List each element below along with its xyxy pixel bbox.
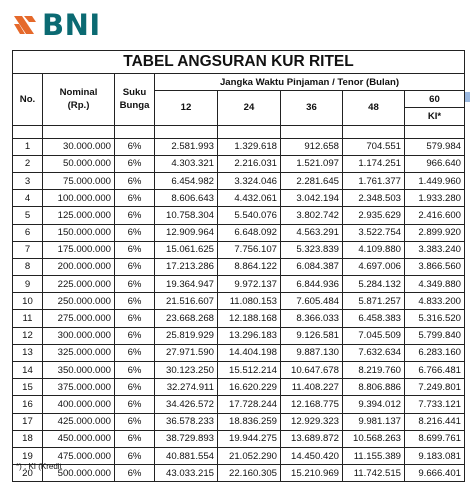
- table-row: [13, 327, 465, 344]
- cell-no: 17: [13, 413, 43, 430]
- cell-bunga: 6%: [115, 413, 155, 430]
- cell-t24: 8.864.122: [218, 258, 281, 275]
- spacer-row: [13, 125, 465, 138]
- cell-bunga: 6%: [115, 379, 155, 396]
- cell-nominal: 200.000.000: [43, 258, 115, 275]
- header-tenor-12: 12: [155, 91, 218, 125]
- cell-nominal: 30.000.000: [43, 138, 115, 155]
- cell-t12: 15.061.625: [155, 241, 218, 258]
- cell-t24: 22.160.305: [218, 465, 281, 482]
- table-row: [13, 172, 465, 189]
- cell-t60: 7.733.121: [405, 396, 465, 413]
- bni-logo-mark-icon: [12, 12, 38, 38]
- cell-t48: 6.458.383: [343, 310, 405, 327]
- cell-t36: 9.126.581: [281, 327, 343, 344]
- edge-marker: [465, 92, 470, 102]
- cell-t36: 11.408.227: [281, 379, 343, 396]
- cell-nominal: 125.000.000: [43, 207, 115, 224]
- cell-t36: 3.042.194: [281, 190, 343, 207]
- table-row: [13, 207, 465, 224]
- cell-t48: 1.761.377: [343, 172, 405, 189]
- table-row: [13, 465, 465, 482]
- cell-t24: 7.756.107: [218, 241, 281, 258]
- table-row: [13, 430, 465, 447]
- cell-bunga: 6%: [115, 396, 155, 413]
- cell-t60: 4.833.200: [405, 293, 465, 310]
- cell-t12: 36.578.233: [155, 413, 218, 430]
- cell-t24: 9.972.137: [218, 276, 281, 293]
- cell-bunga: 6%: [115, 430, 155, 447]
- cell-t60: 4.349.880: [405, 276, 465, 293]
- header-nominal: Nominal (Rp.): [43, 74, 115, 126]
- cell-no: 14: [13, 362, 43, 379]
- table-row: [13, 241, 465, 258]
- cell-t12: 38.729.893: [155, 430, 218, 447]
- cell-no: 13: [13, 344, 43, 361]
- cell-t48: 8.806.886: [343, 379, 405, 396]
- cell-nominal: 75.000.000: [43, 172, 115, 189]
- cell-nominal: 250.000.000: [43, 293, 115, 310]
- cell-t36: 5.323.839: [281, 241, 343, 258]
- cell-bunga: 6%: [115, 327, 155, 344]
- cell-no: 11: [13, 310, 43, 327]
- header-tenor-60-note: KI*: [405, 108, 465, 125]
- cell-no: 19: [13, 447, 43, 464]
- cell-t24: 2.216.031: [218, 155, 281, 172]
- cell-nominal: 475.000.000: [43, 447, 115, 464]
- cell-t12: 4.303.321: [155, 155, 218, 172]
- cell-t12: 23.668.268: [155, 310, 218, 327]
- cell-t60: 8.216.441: [405, 413, 465, 430]
- header-tenor-60: 60: [405, 91, 465, 108]
- cell-t48: 7.632.634: [343, 344, 405, 361]
- cell-t36: 8.366.033: [281, 310, 343, 327]
- cell-t48: 2.348.503: [343, 190, 405, 207]
- cell-no: 4: [13, 190, 43, 207]
- table-row: [13, 310, 465, 327]
- header-tenor-48: 48: [343, 91, 405, 125]
- cell-t48: 9.394.012: [343, 396, 405, 413]
- cell-bunga: 6%: [115, 344, 155, 361]
- brand-header: [12, 8, 212, 42]
- cell-no: 18: [13, 430, 43, 447]
- cell-bunga: 6%: [115, 138, 155, 155]
- cell-t36: 6.844.936: [281, 276, 343, 293]
- cell-nominal: 350.000.000: [43, 362, 115, 379]
- footnote: *) : KI (Kredit: [16, 462, 62, 471]
- cell-nominal: 325.000.000: [43, 344, 115, 361]
- table-row: [13, 447, 465, 464]
- cell-t48: 704.551: [343, 138, 405, 155]
- cell-t48: 4.109.880: [343, 241, 405, 258]
- cell-no: 7: [13, 241, 43, 258]
- cell-t12: 30.123.250: [155, 362, 218, 379]
- cell-t24: 19.944.275: [218, 430, 281, 447]
- table-row: [13, 413, 465, 430]
- cell-t24: 11.080.153: [218, 293, 281, 310]
- cell-bunga: 6%: [115, 276, 155, 293]
- cell-t60: 966.640: [405, 155, 465, 172]
- cell-t36: 2.281.645: [281, 172, 343, 189]
- cell-t60: 9.183.081: [405, 447, 465, 464]
- cell-t48: 4.697.006: [343, 258, 405, 275]
- cell-nominal: 275.000.000: [43, 310, 115, 327]
- cell-t60: 1.449.960: [405, 172, 465, 189]
- table-row: [13, 258, 465, 275]
- cell-bunga: 6%: [115, 241, 155, 258]
- cell-t48: 9.981.137: [343, 413, 405, 430]
- cell-nominal: 225.000.000: [43, 276, 115, 293]
- table-row: [13, 293, 465, 310]
- cell-t12: 8.606.643: [155, 190, 218, 207]
- cell-no: 9: [13, 276, 43, 293]
- header-no: No.: [13, 74, 43, 126]
- cell-nominal: 425.000.000: [43, 413, 115, 430]
- cell-t24: 13.296.183: [218, 327, 281, 344]
- table-row: [13, 224, 465, 241]
- cell-t48: 8.219.760: [343, 362, 405, 379]
- cell-nominal: 450.000.000: [43, 430, 115, 447]
- cell-no: 1: [13, 138, 43, 155]
- cell-t48: 11.742.515: [343, 465, 405, 482]
- cell-t48: 5.871.257: [343, 293, 405, 310]
- cell-t24: 12.188.168: [218, 310, 281, 327]
- cell-t24: 1.329.618: [218, 138, 281, 155]
- cell-bunga: 6%: [115, 190, 155, 207]
- cell-t12: 2.581.993: [155, 138, 218, 155]
- cell-t60: 1.933.280: [405, 190, 465, 207]
- table-row: [13, 190, 465, 207]
- cell-t60: 7.249.801: [405, 379, 465, 396]
- cell-bunga: 6%: [115, 465, 155, 482]
- cell-t24: 18.836.259: [218, 413, 281, 430]
- cell-t12: 19.364.947: [155, 276, 218, 293]
- cell-bunga: 6%: [115, 207, 155, 224]
- table-row: [13, 379, 465, 396]
- cell-bunga: 6%: [115, 172, 155, 189]
- cell-t12: 6.454.982: [155, 172, 218, 189]
- cell-bunga: 6%: [115, 362, 155, 379]
- cell-bunga: 6%: [115, 224, 155, 241]
- cell-nominal: 50.000.000: [43, 155, 115, 172]
- brand-name: BNI: [42, 8, 101, 42]
- cell-t12: 34.426.572: [155, 396, 218, 413]
- cell-t36: 912.658: [281, 138, 343, 155]
- cell-nominal: 400.000.000: [43, 396, 115, 413]
- cell-no: 20: [13, 465, 43, 482]
- table-title: TABEL ANGSURAN KUR RITEL: [13, 51, 465, 74]
- header-tenor-24: 24: [218, 91, 281, 125]
- cell-t24: 4.432.061: [218, 190, 281, 207]
- cell-t12: 10.758.304: [155, 207, 218, 224]
- cell-t24: 14.404.198: [218, 344, 281, 361]
- cell-t36: 15.210.969: [281, 465, 343, 482]
- cell-t48: 2.935.629: [343, 207, 405, 224]
- cell-t24: 3.324.046: [218, 172, 281, 189]
- cell-t12: 43.033.215: [155, 465, 218, 482]
- cell-t60: 3.383.240: [405, 241, 465, 258]
- cell-t60: 5.799.840: [405, 327, 465, 344]
- cell-t60: 9.666.401: [405, 465, 465, 482]
- cell-nominal: 300.000.000: [43, 327, 115, 344]
- cell-t60: 579.984: [405, 138, 465, 155]
- cell-t24: 15.512.214: [218, 362, 281, 379]
- cell-nominal: 100.000.000: [43, 190, 115, 207]
- cell-t36: 13.689.872: [281, 430, 343, 447]
- cell-t60: 5.316.520: [405, 310, 465, 327]
- cell-no: 5: [13, 207, 43, 224]
- table-row: [13, 362, 465, 379]
- cell-nominal: 500.000.000: [43, 465, 115, 482]
- cell-t36: 7.605.484: [281, 293, 343, 310]
- cell-nominal: 150.000.000: [43, 224, 115, 241]
- cell-t36: 4.563.291: [281, 224, 343, 241]
- cell-t36: 14.450.420: [281, 447, 343, 464]
- cell-t60: 3.866.560: [405, 258, 465, 275]
- cell-t24: 16.620.229: [218, 379, 281, 396]
- cell-bunga: 6%: [115, 155, 155, 172]
- cell-t36: 1.521.097: [281, 155, 343, 172]
- cell-t36: 6.084.387: [281, 258, 343, 275]
- table-row: [13, 344, 465, 361]
- header-suku-bunga: Suku Bunga: [115, 74, 155, 126]
- cell-t60: 6.766.481: [405, 362, 465, 379]
- table-row: [13, 276, 465, 293]
- cell-t48: 7.045.509: [343, 327, 405, 344]
- cell-bunga: 6%: [115, 293, 155, 310]
- header-jangka-waktu: Jangka Waktu Pinjaman / Tenor (Bulan): [155, 74, 465, 91]
- cell-t60: 8.699.761: [405, 430, 465, 447]
- table-row: [13, 155, 465, 172]
- cell-t12: 40.881.554: [155, 447, 218, 464]
- cell-t48: 1.174.251: [343, 155, 405, 172]
- cell-bunga: 6%: [115, 310, 155, 327]
- cell-t24: 6.648.092: [218, 224, 281, 241]
- cell-t36: 12.929.323: [281, 413, 343, 430]
- cell-t36: 9.887.130: [281, 344, 343, 361]
- table-row: [13, 138, 465, 155]
- cell-t24: 17.728.244: [218, 396, 281, 413]
- cell-t48: 11.155.389: [343, 447, 405, 464]
- cell-no: 12: [13, 327, 43, 344]
- cell-t12: 25.819.929: [155, 327, 218, 344]
- cell-no: 3: [13, 172, 43, 189]
- cell-t36: 10.647.678: [281, 362, 343, 379]
- cell-bunga: 6%: [115, 258, 155, 275]
- header-tenor-36: 36: [281, 91, 343, 125]
- cell-t60: 2.416.600: [405, 207, 465, 224]
- cell-t48: 3.522.754: [343, 224, 405, 241]
- cell-t36: 12.168.775: [281, 396, 343, 413]
- installment-table: [12, 50, 465, 482]
- cell-no: 8: [13, 258, 43, 275]
- cell-t12: 12.909.964: [155, 224, 218, 241]
- cell-t48: 5.284.132: [343, 276, 405, 293]
- cell-t12: 21.516.607: [155, 293, 218, 310]
- cell-nominal: 175.000.000: [43, 241, 115, 258]
- cell-t12: 32.274.911: [155, 379, 218, 396]
- cell-no: 15: [13, 379, 43, 396]
- table-row: [13, 396, 465, 413]
- cell-no: 10: [13, 293, 43, 310]
- cell-t36: 3.802.742: [281, 207, 343, 224]
- cell-t48: 10.568.263: [343, 430, 405, 447]
- cell-no: 2: [13, 155, 43, 172]
- cell-bunga: 6%: [115, 447, 155, 464]
- cell-no: 6: [13, 224, 43, 241]
- cell-t24: 21.052.290: [218, 447, 281, 464]
- cell-t24: 5.540.076: [218, 207, 281, 224]
- cell-t60: 6.283.160: [405, 344, 465, 361]
- cell-t12: 17.213.286: [155, 258, 218, 275]
- cell-no: 16: [13, 396, 43, 413]
- cell-t12: 27.971.590: [155, 344, 218, 361]
- cell-nominal: 375.000.000: [43, 379, 115, 396]
- cell-t60: 2.899.920: [405, 224, 465, 241]
